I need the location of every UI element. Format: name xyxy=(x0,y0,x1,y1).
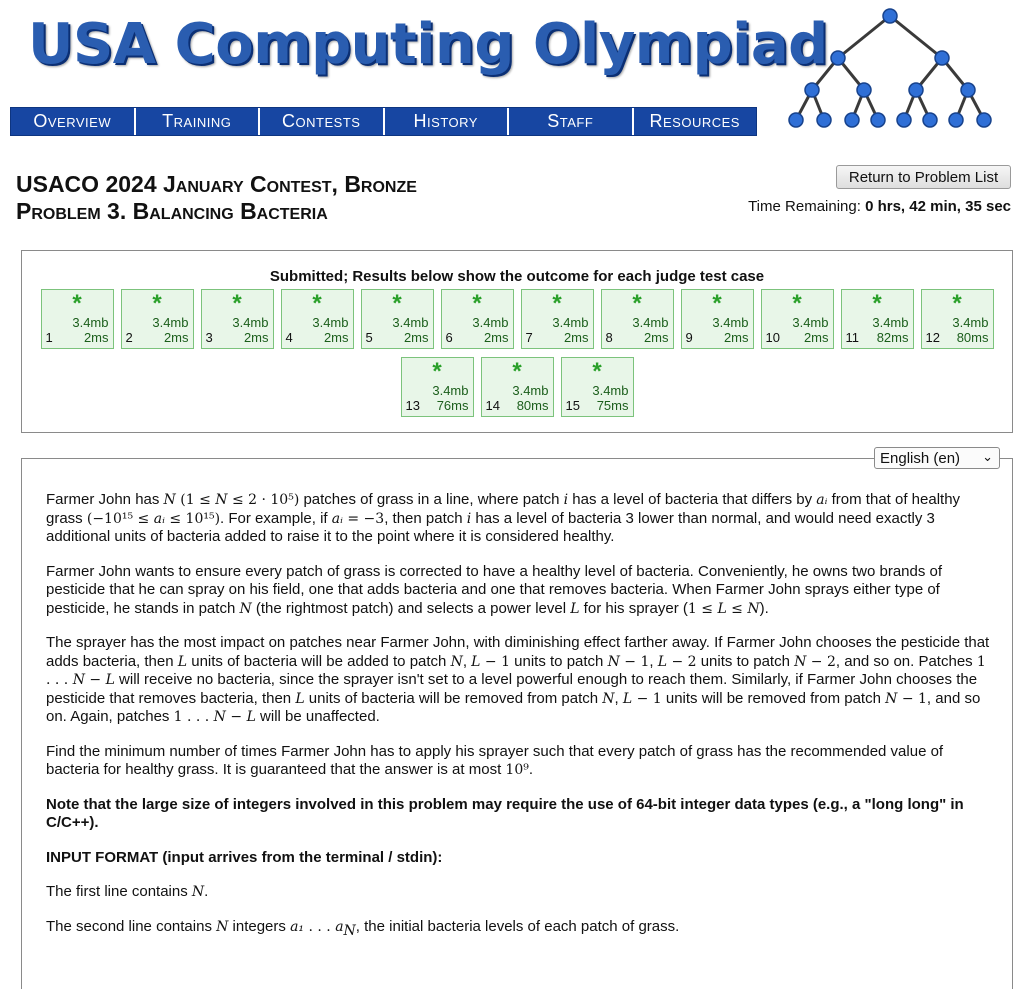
statement-text: , xyxy=(462,652,472,670)
pass-star-icon: * xyxy=(952,290,962,317)
time-remaining-value: 0 hrs, 42 min, 35 sec xyxy=(865,198,1011,215)
statement-text: . xyxy=(204,883,209,900)
math-symbol: N xyxy=(885,690,898,707)
test-case-memory: 3.4mb xyxy=(392,315,429,330)
test-case-time: 2ms xyxy=(563,330,589,345)
math-symbol: N xyxy=(163,492,176,508)
test-case-number: 13 xyxy=(405,398,420,413)
math-symbol: N xyxy=(239,600,252,617)
statement-text: , the initial bacteria levels of each patch of grass. xyxy=(355,917,680,935)
test-case-memory: 3.4mb xyxy=(152,315,189,330)
math-symbol: N xyxy=(213,709,226,725)
statement-text: for his sprayer ( xyxy=(579,599,688,617)
math-symbol: a xyxy=(335,918,344,935)
test-case-result xyxy=(521,289,594,349)
statement-paragraph xyxy=(46,634,991,727)
math-expression: − 1 xyxy=(897,690,927,707)
math-symbol: L xyxy=(105,672,115,688)
test-case-time: 2ms xyxy=(83,330,109,345)
math-expression: − xyxy=(225,709,247,725)
statement-text: , and so on. Again, patches xyxy=(46,689,981,725)
test-case-result xyxy=(41,289,114,349)
statement-paragraph xyxy=(46,743,991,780)
test-case-number: 14 xyxy=(485,398,500,413)
site-title: USA Computing Olympiad xyxy=(28,12,828,77)
test-case-number: 9 xyxy=(685,330,693,345)
test-case-number: 2 xyxy=(125,330,133,345)
statement-text: units to patch xyxy=(696,652,795,670)
test-case-memory: 3.4mb xyxy=(512,383,549,398)
statement-paragraph xyxy=(46,918,991,941)
statement-text: Farmer John wants to ensure every patch of grass is corrected to have a healthy level of bacteria. Conveniently, he owns two brands of pesticide that he can spray on his field, one that adds bacteria and one that removes bacteria. When Farmer John sprays either type of pesticide, he stands in patch xyxy=(46,562,943,617)
time-remaining-label: Time Remaining: xyxy=(748,198,861,215)
statement-text: has a level of bacteria that differs by xyxy=(568,491,817,508)
results-panel xyxy=(21,250,1013,433)
statement-text: will be unaffected. xyxy=(255,708,380,725)
language-select[interactable] xyxy=(874,447,1000,469)
math-expression: − 1 xyxy=(619,653,650,670)
statement-text: , xyxy=(614,689,623,707)
statement-text: from that of healthy grass xyxy=(46,491,961,527)
test-case-result xyxy=(441,289,514,349)
statement-text: The first line contains xyxy=(46,883,192,900)
math-symbol: L xyxy=(717,600,727,617)
statement-text: Find the minimum number of times Farmer John has to apply his sprayer such that every patch of grass has the recommended value of bacteria for healthy grass. It is guaranteed that the answer is at most xyxy=(46,742,944,778)
statement-text: Farmer John has xyxy=(46,491,164,508)
input-format-heading: INPUT FORMAT (input arrives from the terminal / stdin): xyxy=(46,848,443,866)
test-case-memory: 3.4mb xyxy=(472,315,509,330)
statement-text: , xyxy=(649,652,658,670)
math-symbol: N xyxy=(216,918,229,935)
math-symbol: i xyxy=(563,492,569,508)
test-case-result xyxy=(121,289,194,349)
math-expression: 1 ≤ xyxy=(687,600,718,617)
math-expression: − 1 xyxy=(480,653,510,670)
math-symbol: aᵢ xyxy=(816,492,828,508)
math-symbol: N xyxy=(450,653,463,670)
math-symbol: N xyxy=(794,653,807,670)
test-case-time: 2ms xyxy=(243,330,269,345)
math-expression: − 2 xyxy=(806,653,836,670)
math-expression: 1 . . . xyxy=(173,709,214,725)
test-case-memory: 3.4mb xyxy=(632,315,669,330)
nav-history[interactable]: History xyxy=(385,108,510,135)
pass-star-icon: * xyxy=(232,290,242,317)
test-case-result xyxy=(681,289,754,349)
test-case-result xyxy=(841,289,914,349)
math-symbol: a₁ xyxy=(290,918,305,935)
math-symbol: i xyxy=(466,510,472,527)
binary-tree-logo xyxy=(780,4,1000,134)
test-case-row xyxy=(22,357,1012,417)
test-case-time: 2ms xyxy=(403,330,429,345)
pass-star-icon: * xyxy=(712,290,722,317)
test-case-memory: 3.4mb xyxy=(312,315,349,330)
return-to-problem-list-button[interactable]: Return to Problem List xyxy=(836,165,1011,189)
test-case-time: 2ms xyxy=(163,330,189,345)
statement-text: . xyxy=(528,761,534,778)
test-case-number: 8 xyxy=(605,330,613,345)
statement-text: The sprayer has the most impact on patches near Farmer John, with diminishing effect farther away. If Farmer John chooses the pesticide that adds bacteria, then xyxy=(46,634,990,670)
test-case-result xyxy=(361,289,434,349)
test-case-memory: 3.4mb xyxy=(952,315,989,330)
test-case-time: 75ms xyxy=(596,398,629,413)
test-case-result xyxy=(921,289,994,349)
test-case-result xyxy=(561,357,634,417)
statement-text: units of bacteria will be added to patch xyxy=(187,652,451,670)
test-case-row xyxy=(22,289,1012,349)
chevron-down-icon: ⌄ xyxy=(982,449,993,464)
test-case-number: 4 xyxy=(285,330,293,345)
nav-resources[interactable]: Resources xyxy=(649,111,740,131)
math-expression: − xyxy=(84,672,106,688)
pass-star-icon: * xyxy=(632,290,642,317)
problem-heading xyxy=(16,171,417,225)
time-remaining xyxy=(748,198,1011,215)
problem-title: Problem 3. Balancing Bacteria xyxy=(16,198,328,224)
pass-star-icon: * xyxy=(392,290,402,317)
pass-star-icon: * xyxy=(152,290,162,317)
test-case-number: 3 xyxy=(205,330,213,345)
pass-star-icon: * xyxy=(472,290,482,317)
statement-text: . For example, if xyxy=(220,509,332,527)
math-expression: ≤ xyxy=(726,600,748,617)
math-symbol: aᵢ xyxy=(153,510,165,527)
statement-text: will receive no bacteria, since the sprayer isn't set to a level powerful enough to reach them. Similarly, if Farmer John chooses the pesticide that removes bacteria, then xyxy=(46,671,978,707)
statement-text: units of bacteria will be removed from patch xyxy=(304,689,603,707)
results-title: Submitted; Results below show the outcome for each judge test case xyxy=(269,268,765,285)
math-expression: (−10¹⁵ ≤ xyxy=(86,510,154,527)
test-case-result xyxy=(401,357,474,417)
test-case-number: 11 xyxy=(845,330,859,345)
test-case-memory: 3.4mb xyxy=(432,383,469,398)
statement-text: has a level of bacteria 3 lower than normal, and would need exactly 3 additional units of bacteria added to raise it to the point where it is considered healthy. xyxy=(46,509,935,545)
pass-star-icon: * xyxy=(552,290,562,317)
test-case-memory: 3.4mb xyxy=(592,383,629,398)
statement-text: units to patch xyxy=(510,652,608,670)
math-symbol: N xyxy=(191,884,205,900)
problem-statement xyxy=(21,458,1013,989)
statement-paragraph xyxy=(46,883,991,902)
statement-text: , then patch xyxy=(384,509,467,527)
test-case-number: 1 xyxy=(45,330,53,345)
math-symbol: aᵢ xyxy=(331,510,343,527)
test-case-time: 76ms xyxy=(436,398,469,413)
math-expression: ≤ 10¹⁵) xyxy=(164,510,221,527)
test-case-result xyxy=(601,289,674,349)
math-symbol: N xyxy=(747,600,760,617)
test-case-number: 12 xyxy=(925,330,940,345)
math-symbol: L xyxy=(177,653,188,670)
test-case-time: 2ms xyxy=(483,330,509,345)
math-expression: 10⁹ xyxy=(505,762,529,778)
test-case-time: 80ms xyxy=(956,330,989,345)
language-select-value: English (en) xyxy=(880,449,961,467)
integer-size-note: Note that the large size of integers involved in this problem may require the use of 64-bit integer data types (e.g., a "long long" in C/C++). xyxy=(46,795,964,831)
test-case-result xyxy=(201,289,274,349)
nav-training[interactable]: Training xyxy=(136,108,261,135)
pass-star-icon: * xyxy=(872,290,882,317)
statement-text: (the rightmost patch) and selects a power level xyxy=(251,599,571,617)
test-case-memory: 3.4mb xyxy=(792,315,829,330)
test-case-memory: 3.4mb xyxy=(232,315,269,330)
nav-staff[interactable]: Staff xyxy=(509,108,634,135)
statement-text: patches of grass in a line, where patch xyxy=(299,491,564,508)
test-case-time: 82ms xyxy=(876,330,909,345)
test-case-time: 2ms xyxy=(803,330,829,345)
math-expression: (1 ≤ xyxy=(175,492,216,508)
math-expression: − 2 xyxy=(667,653,697,670)
pass-star-icon: * xyxy=(792,290,802,317)
pass-star-icon: * xyxy=(592,358,602,385)
math-expression: 1 . . . xyxy=(46,653,986,688)
math-expression: = −3 xyxy=(342,510,385,527)
contest-title: USACO 2024 January Contest, Bronze xyxy=(16,171,417,197)
math-symbol: N xyxy=(215,492,228,508)
math-symbol: L xyxy=(570,600,580,617)
nav-contests[interactable]: Contests xyxy=(260,108,385,135)
pass-star-icon: * xyxy=(72,290,82,317)
statement-paragraph xyxy=(46,563,991,619)
math-expression: . . . xyxy=(304,918,336,935)
statement-text: integers xyxy=(228,917,291,935)
test-case-time: 80ms xyxy=(516,398,549,413)
math-symbol: L xyxy=(471,653,481,670)
math-symbol: N xyxy=(72,672,85,688)
test-case-time: 2ms xyxy=(323,330,349,345)
test-case-memory: 3.4mb xyxy=(552,315,589,330)
nav-overview[interactable]: Overview xyxy=(11,108,136,135)
test-case-number: 6 xyxy=(445,330,453,345)
math-expression: − 1 xyxy=(632,690,662,707)
test-case-time: 2ms xyxy=(643,330,669,345)
test-case-number: 5 xyxy=(365,330,373,345)
test-case-result xyxy=(481,357,554,417)
test-case-time: 2ms xyxy=(723,330,749,345)
test-case-memory: 3.4mb xyxy=(72,315,109,330)
math-symbol: N xyxy=(602,690,615,707)
statement-text: , and so on. Patches xyxy=(835,652,977,670)
statement-text: units will be removed from patch xyxy=(661,689,886,707)
statement-paragraph xyxy=(46,491,991,547)
statement-text: The second line contains xyxy=(46,917,217,935)
math-symbol: L xyxy=(295,690,305,707)
main-nav xyxy=(10,107,757,136)
test-case-result xyxy=(761,289,834,349)
test-case-result xyxy=(281,289,354,349)
test-case-number: 7 xyxy=(525,330,533,345)
statement-text: ). xyxy=(759,599,769,617)
pass-star-icon: * xyxy=(312,290,322,317)
math-symbol: L xyxy=(657,653,667,670)
test-case-number: 15 xyxy=(565,398,580,413)
test-case-number: 10 xyxy=(765,330,780,345)
pass-star-icon: * xyxy=(512,358,522,385)
math-expression: ≤ 2 · 10⁵) xyxy=(227,492,300,508)
test-case-memory: 3.4mb xyxy=(712,315,749,330)
pass-star-icon: * xyxy=(432,358,442,385)
math-symbol: L xyxy=(246,709,256,725)
test-case-memory: 3.4mb xyxy=(872,315,909,330)
math-symbol: N xyxy=(607,653,620,670)
math-symbol: N xyxy=(343,922,356,939)
math-symbol: L xyxy=(622,690,633,707)
